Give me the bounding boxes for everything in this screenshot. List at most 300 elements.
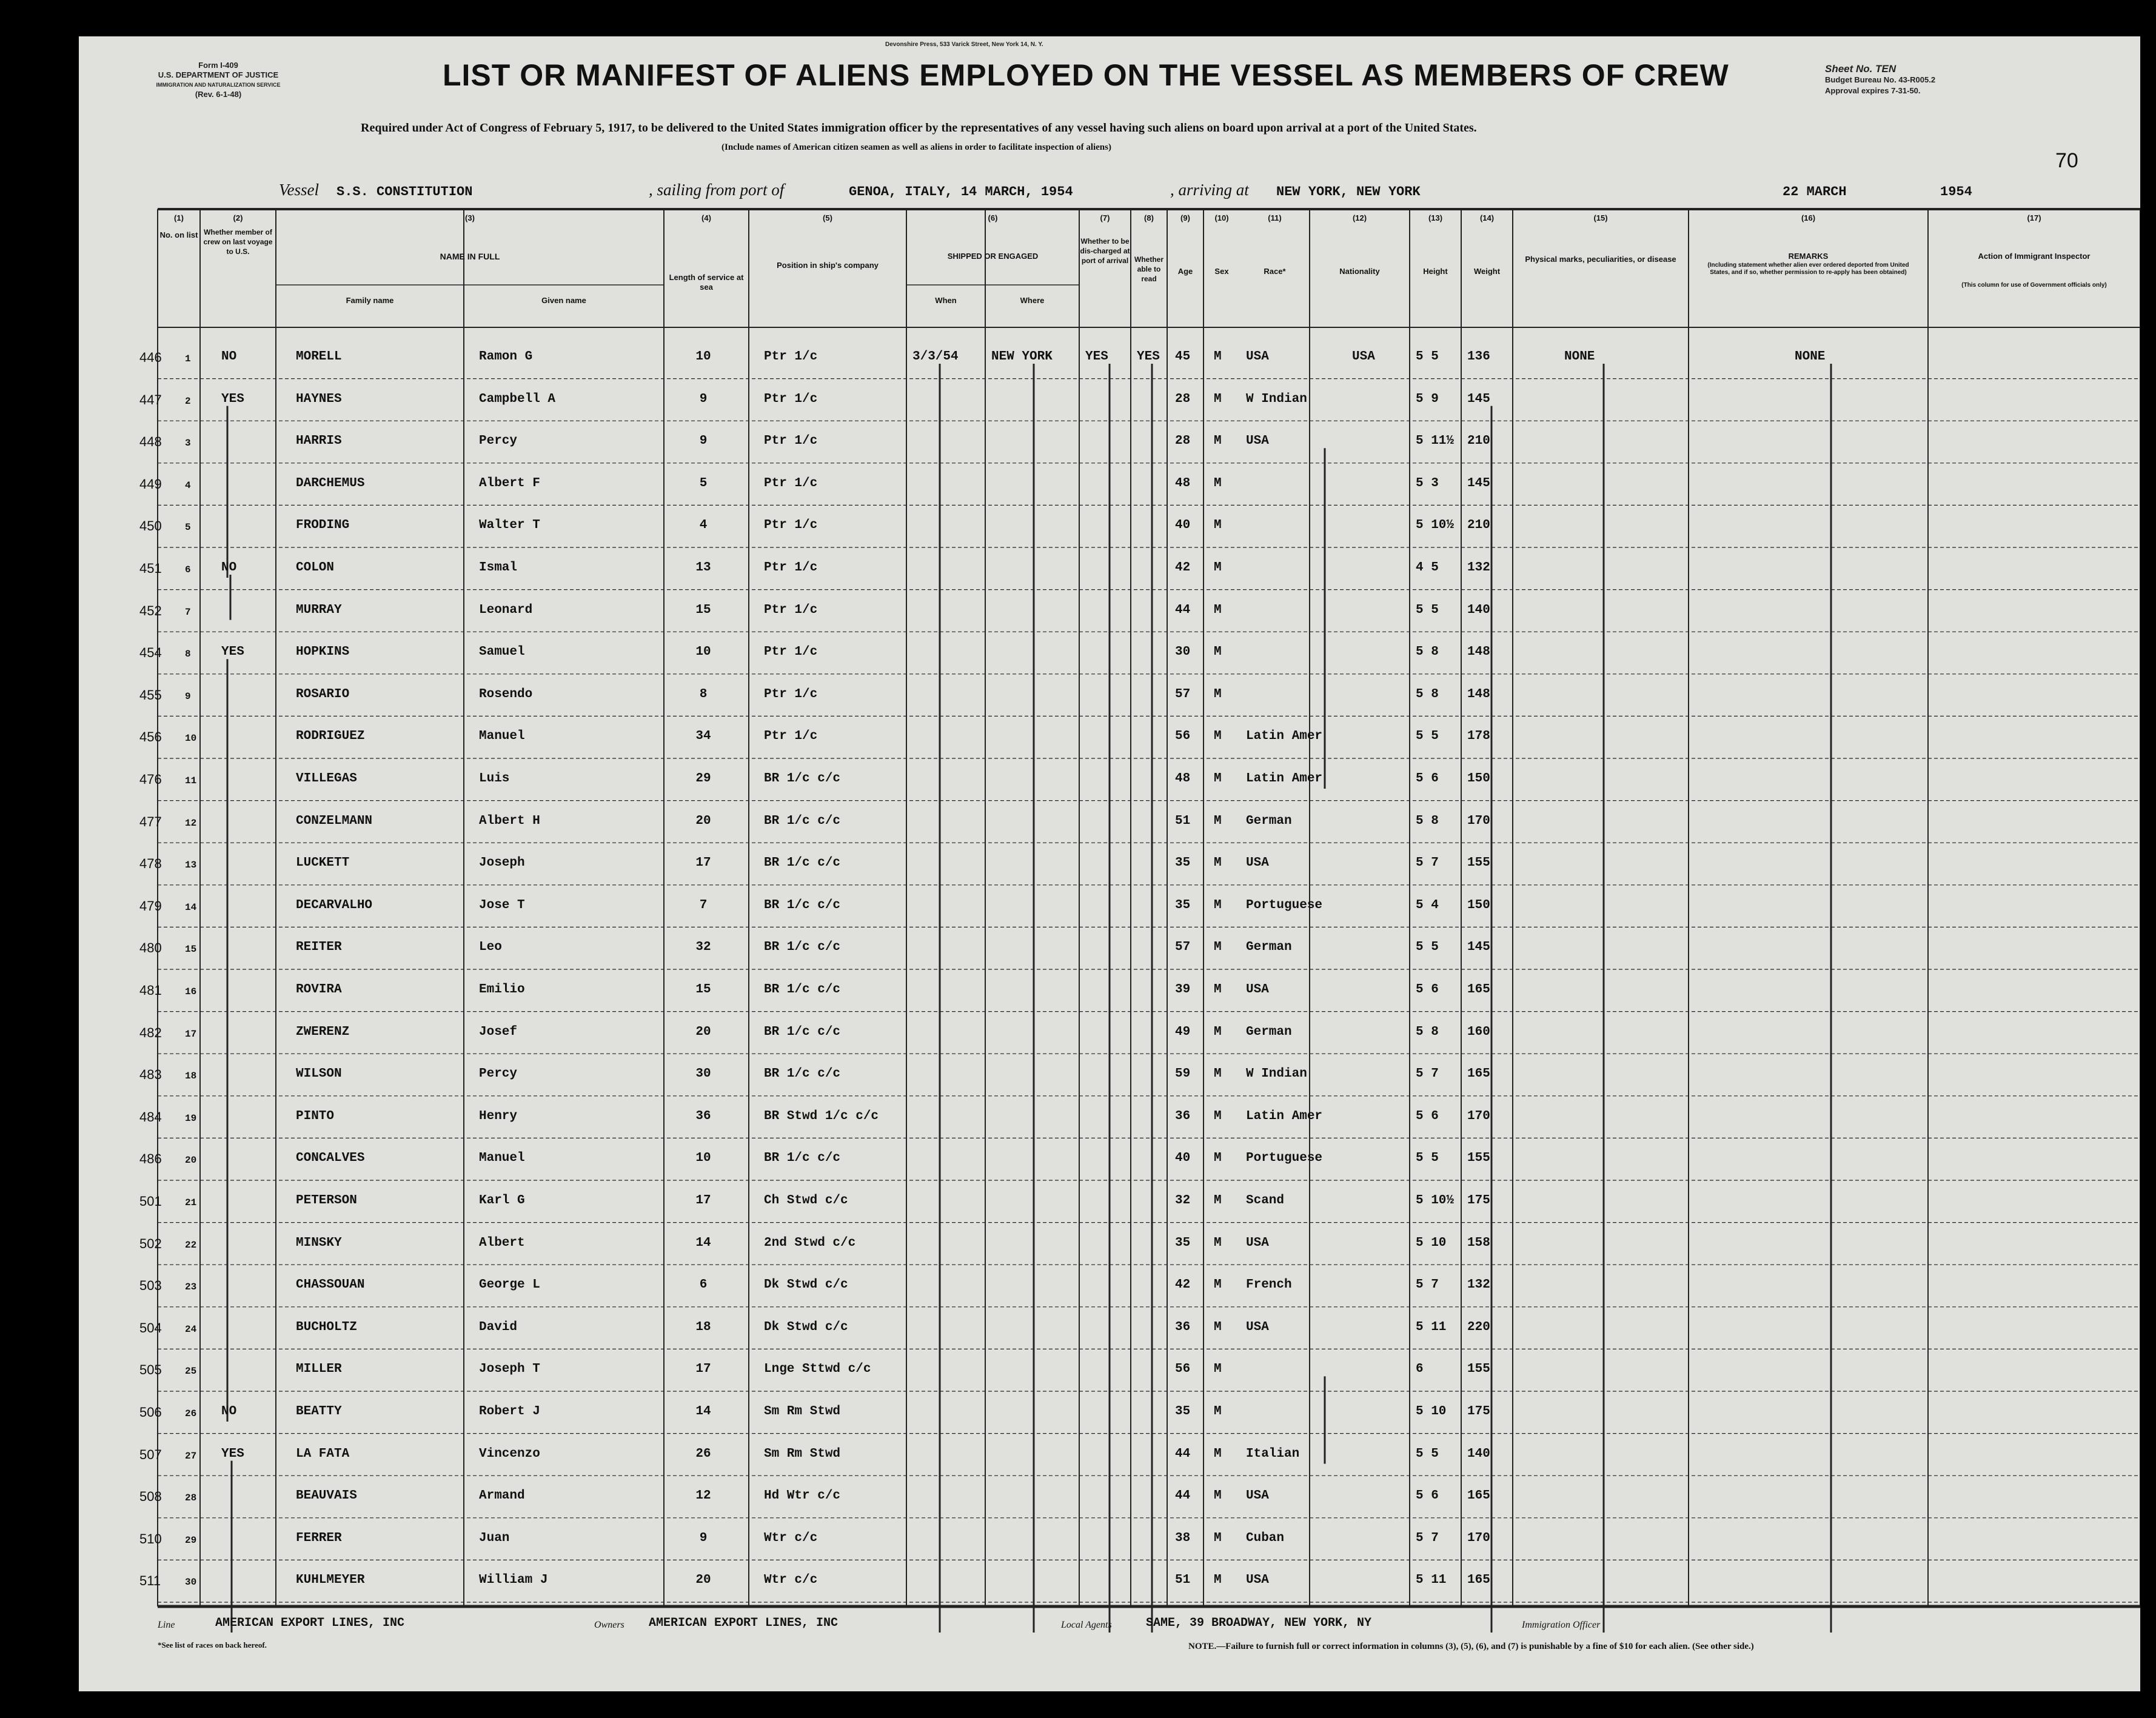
position-in-company: BR Stwd 1/c c/c xyxy=(764,1109,879,1123)
race: Scand xyxy=(1246,1194,1285,1208)
family-name: FERRER xyxy=(296,1531,342,1545)
position-in-company: Lnge Sttwd c/c xyxy=(764,1362,871,1377)
sex: M xyxy=(1214,1024,1222,1039)
position-in-company: Dk Stwd c/c xyxy=(764,1320,848,1334)
weight: 155 xyxy=(1467,1362,1490,1377)
discharged-at-arrival: YES xyxy=(1085,350,1108,364)
family-name: ROSARIO xyxy=(296,687,350,701)
column-number: (3) xyxy=(465,213,475,222)
approval-expires: Approval expires 7-31-50. xyxy=(1825,86,1921,95)
position-in-company: Dk Stwd c/c xyxy=(764,1278,848,1292)
position-in-company: Ch Stwd c/c xyxy=(764,1194,848,1208)
height: 5 7 xyxy=(1416,1531,1439,1545)
length-of-service: 9 xyxy=(699,1531,708,1545)
line-number: 4 xyxy=(185,480,191,491)
sex: M xyxy=(1214,856,1222,871)
given-name: Vincenzo xyxy=(479,1446,540,1461)
race: USA xyxy=(1246,1489,1269,1503)
line-number: 9 xyxy=(185,690,191,702)
given-name: Albert xyxy=(479,1235,525,1250)
crew-list-number: 508 xyxy=(139,1489,162,1505)
position-in-company: Sm Rm Stwd xyxy=(764,1405,841,1419)
line-number: 30 xyxy=(185,1577,197,1588)
given-name: Emilio xyxy=(479,983,525,997)
header-remarks-note: (Including statement whether alien ever ordered deported from United States, and if so, whether permission to re-apply has been obtained) xyxy=(1707,262,1909,276)
line-number: 3 xyxy=(185,438,191,449)
sex: M xyxy=(1214,729,1222,744)
sex: M xyxy=(1214,772,1222,786)
sex: M xyxy=(1214,1531,1222,1545)
weight: 165 xyxy=(1467,1573,1490,1588)
height: 6 xyxy=(1416,1362,1424,1377)
given-name: Leonard xyxy=(479,603,533,617)
length-of-service: 20 xyxy=(695,1024,711,1039)
family-name: FRODING xyxy=(296,518,350,533)
member-last-voyage: NO xyxy=(221,1405,237,1419)
age: 38 xyxy=(1175,1531,1191,1545)
crew-list-number: 502 xyxy=(139,1235,162,1251)
position-in-company: BR 1/c c/c xyxy=(764,940,841,955)
family-name: MURRAY xyxy=(296,603,342,617)
given-name: George L xyxy=(479,1278,540,1292)
family-name: COLON xyxy=(296,561,335,575)
sex: M xyxy=(1214,1446,1222,1461)
crew-list-number: 504 xyxy=(139,1320,162,1335)
given-name: Campbell A xyxy=(479,392,556,406)
family-name: WILSON xyxy=(296,1067,342,1081)
age: 28 xyxy=(1175,434,1191,449)
weight: 175 xyxy=(1467,1194,1490,1208)
age: 35 xyxy=(1175,856,1191,871)
race: USA xyxy=(1246,350,1269,364)
crew-list-number: 454 xyxy=(139,645,162,661)
given-name: Joseph xyxy=(479,856,525,871)
given-name: Percy xyxy=(479,1067,518,1081)
age: 35 xyxy=(1175,1235,1191,1250)
height: 5 5 xyxy=(1416,603,1439,617)
owners-value: AMERICAN EXPORT LINES, INC xyxy=(649,1616,839,1630)
line-number: 22 xyxy=(185,1239,197,1251)
subtitle-note: (Include names of American citizen seamen as well as aliens in order to facilitate inspection of aliens) xyxy=(721,142,1111,152)
page-title: LIST OR MANIFEST OF ALIENS EMPLOYED ON THE VESSEL AS MEMBERS OF CREW xyxy=(443,58,1729,92)
height: 5 6 xyxy=(1416,983,1439,997)
manifest-sheet xyxy=(79,36,2140,1691)
position-in-company: Ptr 1/c xyxy=(764,687,818,701)
length-of-service: 6 xyxy=(699,1278,708,1292)
age: 45 xyxy=(1175,350,1191,364)
length-of-service: 29 xyxy=(695,772,711,786)
given-name: Juan xyxy=(479,1531,510,1545)
line-label: Line xyxy=(158,1620,175,1630)
sex: M xyxy=(1214,603,1222,617)
family-name: DARCHEMUS xyxy=(296,476,365,490)
race: German xyxy=(1246,1024,1292,1039)
weight: 170 xyxy=(1467,1109,1490,1123)
sex: M xyxy=(1214,392,1222,406)
height: 5 6 xyxy=(1416,1489,1439,1503)
agents-value: SAME, 39 BROADWAY, NEW YORK, NY xyxy=(1146,1616,1372,1630)
given-name: Albert H xyxy=(479,814,540,828)
weight: 165 xyxy=(1467,983,1490,997)
sex: M xyxy=(1214,1362,1222,1377)
line-number: 25 xyxy=(185,1366,197,1377)
position-in-company: Ptr 1/c xyxy=(764,729,818,744)
remarks: NONE xyxy=(1795,350,1826,364)
header-when: When xyxy=(935,296,957,305)
revision: (Rev. 6-1-48) xyxy=(195,90,242,99)
weight: 178 xyxy=(1467,729,1490,744)
weight: 160 xyxy=(1467,1024,1490,1039)
header-age: Age xyxy=(1177,267,1193,276)
column-number: (15) xyxy=(1593,213,1608,222)
family-name: HOPKINS xyxy=(296,645,350,660)
weight: 140 xyxy=(1467,603,1490,617)
family-name: LUCKETT xyxy=(296,856,350,871)
physical-marks: NONE xyxy=(1564,350,1595,364)
family-name: PETERSON xyxy=(296,1194,357,1208)
position-in-company: Ptr 1/c xyxy=(764,392,818,406)
nationality: USA xyxy=(1352,350,1375,364)
race: W Indian xyxy=(1246,392,1307,406)
header-height: Height xyxy=(1423,267,1448,276)
age: 57 xyxy=(1175,687,1191,701)
height: 5 10½ xyxy=(1416,1194,1455,1208)
family-name: KUHLMEYER xyxy=(296,1573,365,1588)
age: 51 xyxy=(1175,1573,1191,1588)
age: 51 xyxy=(1175,814,1191,828)
member-last-voyage: NO xyxy=(221,350,237,364)
age: 28 xyxy=(1175,392,1191,406)
height: 5 7 xyxy=(1416,1067,1439,1081)
given-name: Robert J xyxy=(479,1405,540,1419)
position-in-company: Ptr 1/c xyxy=(764,645,818,660)
height: 5 8 xyxy=(1416,687,1439,701)
crew-list-number: 505 xyxy=(139,1362,162,1378)
given-name: Manuel xyxy=(479,1151,525,1166)
column-number: (2) xyxy=(233,213,243,222)
weight: 145 xyxy=(1467,940,1490,955)
length-of-service: 14 xyxy=(695,1405,711,1419)
printer-note: Devonshire Press, 533 Varick Street, New York 14, N. Y. xyxy=(885,41,1043,48)
length-of-service: 15 xyxy=(695,603,711,617)
race: W Indian xyxy=(1246,1067,1307,1081)
age: 36 xyxy=(1175,1320,1191,1334)
line-number: 23 xyxy=(185,1282,197,1293)
able-to-read: YES xyxy=(1137,350,1160,364)
crew-list-number: 452 xyxy=(139,603,162,618)
age: 40 xyxy=(1175,1151,1191,1166)
height: 5 4 xyxy=(1416,898,1439,912)
length-of-service: 18 xyxy=(695,1320,711,1334)
weight: 150 xyxy=(1467,898,1490,912)
sex: M xyxy=(1214,983,1222,997)
line-number: 28 xyxy=(185,1492,197,1504)
crew-list-number: 484 xyxy=(139,1109,162,1125)
vessel-label: Vessel xyxy=(279,181,319,199)
weight: 170 xyxy=(1467,1531,1490,1545)
sex: M xyxy=(1214,687,1222,701)
family-name: REITER xyxy=(296,940,342,955)
position-in-company: 2nd Stwd c/c xyxy=(764,1235,856,1250)
height: 5 5 xyxy=(1416,1151,1439,1166)
crew-list-number: 482 xyxy=(139,1024,162,1040)
crew-list-number: 455 xyxy=(139,687,162,703)
position-in-company: Ptr 1/c xyxy=(764,476,818,490)
position-in-company: BR 1/c c/c xyxy=(764,1151,841,1166)
length-of-service: 17 xyxy=(695,1194,711,1208)
position-in-company: BR 1/c c/c xyxy=(764,1067,841,1081)
length-of-service: 17 xyxy=(695,1362,711,1377)
length-of-service: 26 xyxy=(695,1446,711,1461)
column-number: (13) xyxy=(1428,213,1443,222)
column-number: (17) xyxy=(2027,213,2041,222)
subtitle: Required under Act of Congress of February 5, 1917, to be delivered to the United States immigration officer by the representatives of any vessel having such aliens on board upon arrival at a port of the United States. xyxy=(361,121,1477,135)
race: French xyxy=(1246,1278,1292,1292)
given-name: Henry xyxy=(479,1109,518,1123)
family-name: MINSKY xyxy=(296,1235,342,1250)
line-number: 12 xyxy=(185,817,197,829)
header-sex: Sex xyxy=(1214,267,1229,276)
given-name: Armand xyxy=(479,1489,525,1503)
crew-list-number: 486 xyxy=(139,1151,162,1167)
sailing-label: , sailing from port of xyxy=(649,181,785,199)
height: 5 3 xyxy=(1416,476,1439,490)
penalty-note: NOTE.—Failure to furnish full or correct information in columns (3), (5), (6), and (7) is punishable by a fine of $10 for each alien. (See other side.) xyxy=(1188,1642,1754,1651)
department: U.S. DEPARTMENT OF JUSTICE xyxy=(158,70,279,79)
sex: M xyxy=(1214,814,1222,828)
sex: M xyxy=(1214,1278,1222,1292)
crew-list-number: 476 xyxy=(139,772,162,787)
position-in-company: BR 1/c c/c xyxy=(764,983,841,997)
position-in-company: Ptr 1/c xyxy=(764,603,818,617)
line-number: 13 xyxy=(185,860,197,871)
weight: 148 xyxy=(1467,645,1490,660)
race: German xyxy=(1246,814,1292,828)
page-number: 70 xyxy=(2055,149,2078,172)
given-name: Ismal xyxy=(479,561,518,575)
weight: 148 xyxy=(1467,687,1490,701)
family-name: MILLER xyxy=(296,1362,342,1377)
arriving-label: , arriving at xyxy=(1170,181,1249,199)
age: 49 xyxy=(1175,1024,1191,1039)
header-action: Action of Immigrant Inspector xyxy=(1978,252,2091,261)
given-name: Rosendo xyxy=(479,687,533,701)
sex: M xyxy=(1214,940,1222,955)
position-in-company: Sm Rm Stwd xyxy=(764,1446,841,1461)
column-number: (1) xyxy=(174,213,184,222)
age: 39 xyxy=(1175,983,1191,997)
height: 5 8 xyxy=(1416,1024,1439,1039)
line-number: 16 xyxy=(185,986,197,997)
weight: 210 xyxy=(1467,518,1490,533)
column-number: (5) xyxy=(823,213,832,222)
weight: 158 xyxy=(1467,1235,1490,1250)
header-no-on-list: No. on list xyxy=(159,230,198,239)
sex: M xyxy=(1214,476,1222,490)
crew-list-number: 477 xyxy=(139,814,162,829)
length-of-service: 14 xyxy=(695,1235,711,1250)
header-physical-marks: Physical marks, peculiarities, or disease xyxy=(1525,255,1676,264)
member-last-voyage: YES xyxy=(221,392,244,406)
age: 36 xyxy=(1175,1109,1191,1123)
height: 5 5 xyxy=(1416,1446,1439,1461)
race: Italian xyxy=(1246,1446,1300,1461)
weight: 175 xyxy=(1467,1405,1490,1419)
header-able-to-read: Whether able to read xyxy=(1134,255,1163,283)
length-of-service: 17 xyxy=(695,856,711,871)
family-name: MORELL xyxy=(296,350,342,364)
sex: M xyxy=(1214,1109,1222,1123)
race: Latin Amer xyxy=(1246,772,1323,786)
race: USA xyxy=(1246,983,1269,997)
position-in-company: Wtr c/c xyxy=(764,1531,818,1545)
crew-list-number: 446 xyxy=(139,350,162,365)
line-number: 2 xyxy=(185,395,191,407)
line-number: 26 xyxy=(185,1408,197,1419)
header-where: Where xyxy=(1020,296,1045,305)
crew-list-number: 510 xyxy=(139,1531,162,1546)
age: 35 xyxy=(1175,1405,1191,1419)
length-of-service: 10 xyxy=(695,645,711,660)
weight: 145 xyxy=(1467,476,1490,490)
height: 4 5 xyxy=(1416,561,1439,575)
given-name: Karl G xyxy=(479,1194,525,1208)
sex: M xyxy=(1214,350,1222,364)
weight: 150 xyxy=(1467,772,1490,786)
family-name: CONZELMANN xyxy=(296,814,373,828)
length-of-service: 9 xyxy=(699,392,708,406)
arrival-date: 22 MARCH xyxy=(1783,184,1847,199)
race: Cuban xyxy=(1246,1531,1285,1545)
crew-list-number: 480 xyxy=(139,940,162,956)
sex: M xyxy=(1214,645,1222,660)
service: IMMIGRATION AND NATURALIZATION SERVICE xyxy=(156,82,281,88)
sex: M xyxy=(1214,1405,1222,1419)
length-of-service: 20 xyxy=(695,814,711,828)
length-of-service: 20 xyxy=(695,1573,711,1588)
given-name: Albert F xyxy=(479,476,540,490)
header-length-service: Length of service at sea xyxy=(669,273,744,292)
line-number: 18 xyxy=(185,1071,197,1082)
height: 5 7 xyxy=(1416,1278,1439,1292)
line-number: 7 xyxy=(185,606,191,618)
race: Portuguese xyxy=(1246,1151,1323,1166)
position-in-company: Ptr 1/c xyxy=(764,561,818,575)
line-number: 20 xyxy=(185,1155,197,1166)
length-of-service: 5 xyxy=(699,476,708,490)
column-number: (6) xyxy=(988,213,998,222)
manifest-grid xyxy=(79,36,2140,1691)
length-of-service: 36 xyxy=(695,1109,711,1123)
header-remarks: REMARKS xyxy=(1788,252,1829,261)
column-number: (11) xyxy=(1268,213,1282,222)
age: 42 xyxy=(1175,1278,1191,1292)
race: USA xyxy=(1246,1235,1269,1250)
family-name: DECARVALHO xyxy=(296,898,373,912)
line-number: 1 xyxy=(185,353,191,364)
header-action-note: (This column for use of Government officials only) xyxy=(1961,282,2107,289)
weight: 155 xyxy=(1467,1151,1490,1166)
owners-label: Owners xyxy=(594,1620,624,1630)
height: 5 9 xyxy=(1416,392,1439,406)
race: German xyxy=(1246,940,1292,955)
length-of-service: 4 xyxy=(699,518,708,533)
crew-list-number: 511 xyxy=(139,1573,161,1589)
weight: 136 xyxy=(1467,350,1490,364)
family-name: VILLEGAS xyxy=(296,772,357,786)
form-number: Form I-409 xyxy=(198,61,238,70)
header-family-name: Family name xyxy=(346,296,394,305)
race-note: *See list of races on back hereof. xyxy=(158,1640,267,1649)
footer xyxy=(79,1606,2140,1679)
line-number: 29 xyxy=(185,1534,197,1546)
age: 42 xyxy=(1175,561,1191,575)
position-in-company: Wtr c/c xyxy=(764,1573,818,1588)
line-number: 10 xyxy=(185,733,197,744)
header-given-name: Given name xyxy=(541,296,586,305)
position-in-company: Ptr 1/c xyxy=(764,350,818,364)
officer-label: Immigration Officer xyxy=(1522,1620,1601,1630)
sex: M xyxy=(1214,1320,1222,1334)
length-of-service: 15 xyxy=(695,983,711,997)
crew-list-number: 481 xyxy=(139,983,162,998)
sex: M xyxy=(1214,898,1222,912)
age: 32 xyxy=(1175,1194,1191,1208)
given-name: Luis xyxy=(479,772,510,786)
given-name: Samuel xyxy=(479,645,525,660)
sex: M xyxy=(1214,1151,1222,1166)
age: 30 xyxy=(1175,645,1191,660)
height: 5 8 xyxy=(1416,645,1439,660)
family-name: CHASSOUAN xyxy=(296,1278,365,1292)
weight: 170 xyxy=(1467,814,1490,828)
given-name: Joseph T xyxy=(479,1362,540,1377)
length-of-service: 32 xyxy=(695,940,711,955)
length-of-service: 10 xyxy=(695,1151,711,1166)
weight: 155 xyxy=(1467,856,1490,871)
sex: M xyxy=(1214,1573,1222,1588)
line-number: 27 xyxy=(185,1450,197,1462)
sailing-port: GENOA, ITALY, 14 MARCH, 1954 xyxy=(849,184,1073,199)
family-name: CONCALVES xyxy=(296,1151,365,1166)
line-number: 19 xyxy=(185,1112,197,1124)
weight: 220 xyxy=(1467,1320,1490,1334)
column-number: (14) xyxy=(1479,213,1495,222)
line-number: 8 xyxy=(185,649,191,660)
crew-list-number: 447 xyxy=(139,392,162,407)
family-name: ZWERENZ xyxy=(296,1024,350,1039)
arrival-year: 1954 xyxy=(1940,184,1972,199)
weight: 132 xyxy=(1467,1278,1490,1292)
height: 5 10 xyxy=(1416,1405,1447,1419)
weight: 165 xyxy=(1467,1489,1490,1503)
position-in-company: BR 1/c c/c xyxy=(764,772,841,786)
column-number: (10) xyxy=(1214,213,1229,222)
crew-list-number: 449 xyxy=(139,476,162,492)
age: 48 xyxy=(1175,476,1191,490)
sex: M xyxy=(1214,561,1222,575)
header-weight: Weight xyxy=(1473,267,1501,276)
height: 5 8 xyxy=(1416,814,1439,828)
age: 56 xyxy=(1175,729,1191,744)
given-name: Josef xyxy=(479,1024,518,1039)
given-name: Manuel xyxy=(479,729,525,744)
height: 5 10 xyxy=(1416,1235,1447,1250)
race: USA xyxy=(1246,434,1269,449)
family-name: HARRIS xyxy=(296,434,342,449)
line-number: 24 xyxy=(185,1323,197,1335)
family-name: HAYNES xyxy=(296,392,342,406)
